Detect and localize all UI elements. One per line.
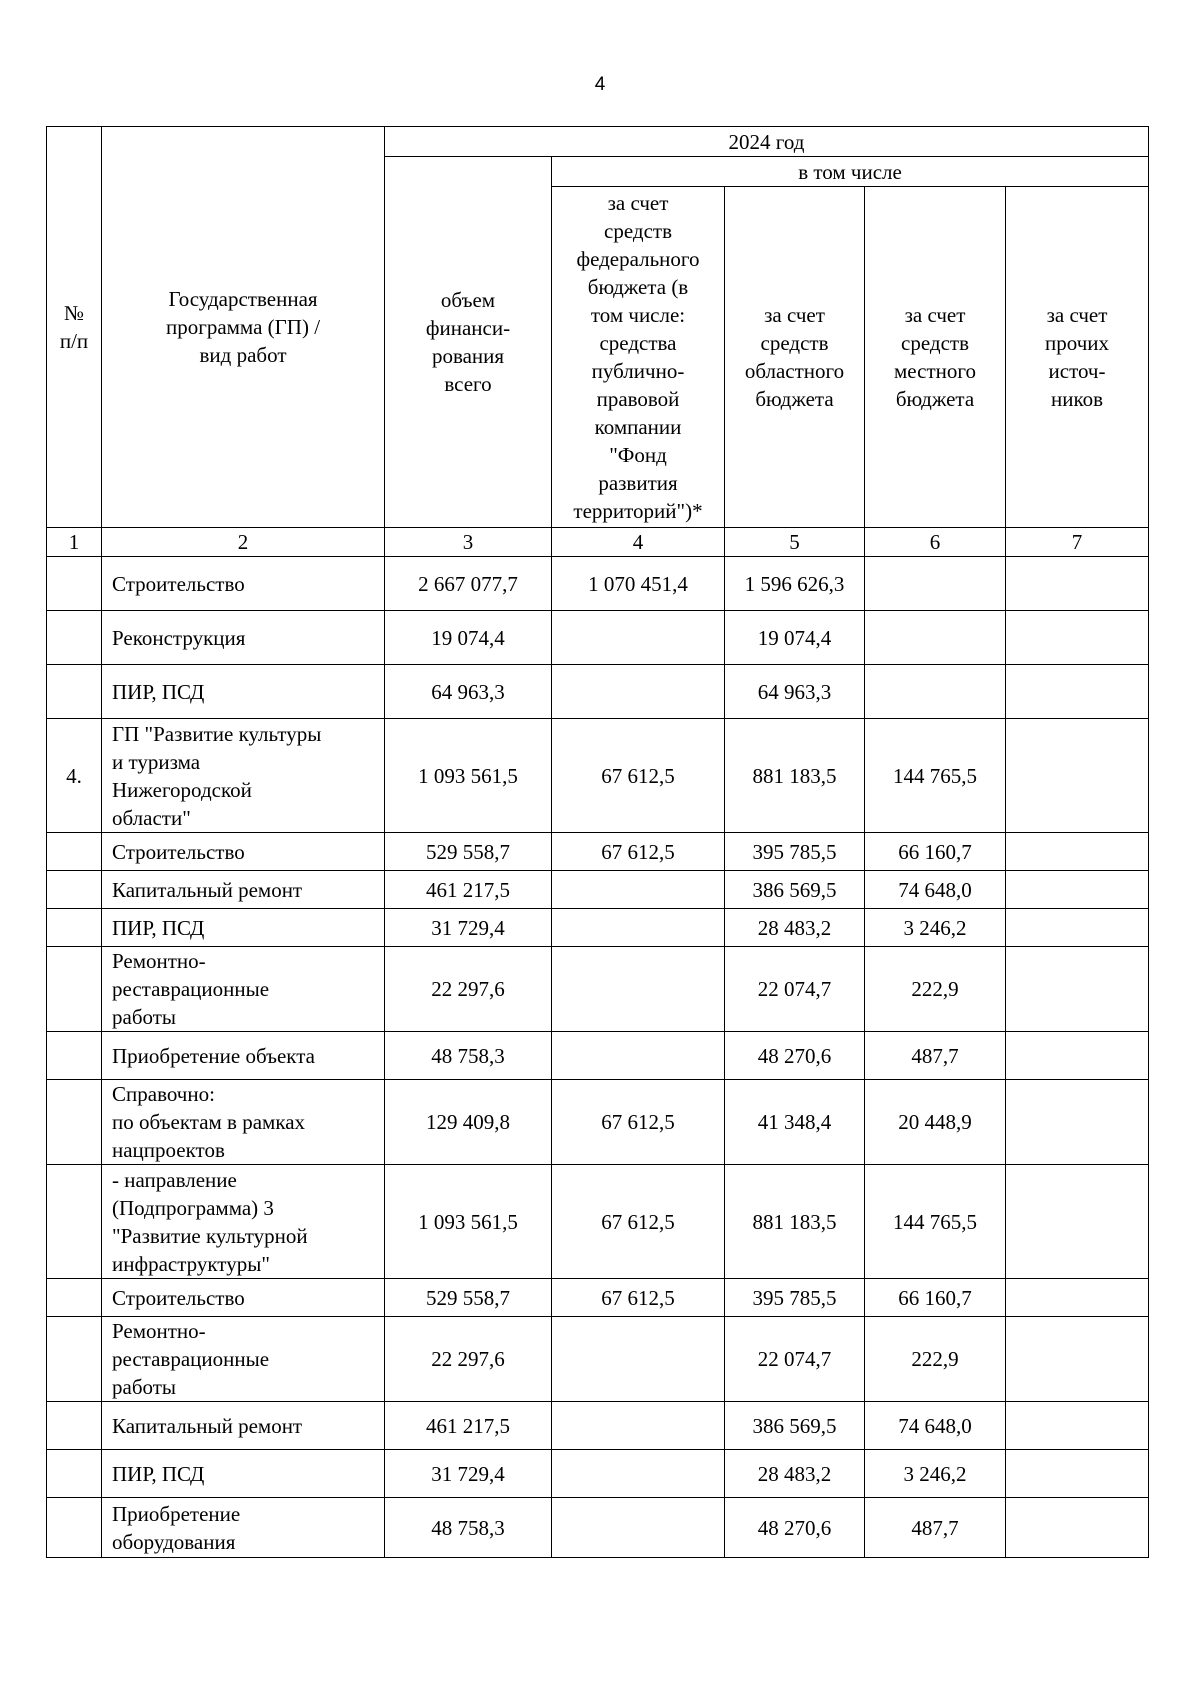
federal-amount [552, 1317, 725, 1402]
row-number [47, 909, 102, 947]
table-body [47, 557, 1149, 1558]
program-name: ПИР, ПСД [102, 1450, 385, 1498]
regional-amount: 64 963,3 [725, 665, 865, 719]
total-amount: 2 667 077,7 [385, 557, 552, 611]
local-amount: 487,7 [865, 1032, 1006, 1080]
table-row [47, 719, 1149, 833]
header-regional: за счет средств областного бюджета [725, 187, 865, 528]
row-number [47, 611, 102, 665]
local-amount: 222,9 [865, 1317, 1006, 1402]
total-amount: 529 558,7 [385, 833, 552, 871]
regional-amount: 48 270,6 [725, 1032, 865, 1080]
local-amount: 66 160,7 [865, 833, 1006, 871]
row-number [47, 1279, 102, 1317]
other-amount [1006, 1080, 1149, 1165]
total-amount: 461 217,5 [385, 1402, 552, 1450]
federal-amount: 67 612,5 [552, 1165, 725, 1279]
table-row [47, 1450, 1149, 1498]
local-amount: 66 160,7 [865, 1279, 1006, 1317]
financing-table [46, 126, 1149, 1558]
total-amount: 529 558,7 [385, 1279, 552, 1317]
federal-amount [552, 1402, 725, 1450]
other-amount [1006, 909, 1149, 947]
federal-amount: 67 612,5 [552, 1080, 725, 1165]
federal-amount [552, 1498, 725, 1558]
regional-amount: 881 183,5 [725, 1165, 865, 1279]
program-name: Приобретение объекта [102, 1032, 385, 1080]
total-amount: 461 217,5 [385, 871, 552, 909]
federal-amount [552, 871, 725, 909]
program-name: Строительство [102, 1279, 385, 1317]
row-number [47, 947, 102, 1032]
other-amount [1006, 1165, 1149, 1279]
federal-amount [552, 1450, 725, 1498]
federal-amount: 67 612,5 [552, 833, 725, 871]
row-number [47, 1498, 102, 1558]
program-name: Реконструкция [102, 611, 385, 665]
table-row [47, 1165, 1149, 1279]
header-other: за счет прочих источ- ников [1006, 187, 1149, 528]
other-amount [1006, 1279, 1149, 1317]
row-number [47, 1080, 102, 1165]
table-row [47, 947, 1149, 1032]
other-amount [1006, 557, 1149, 611]
local-amount: 3 246,2 [865, 909, 1006, 947]
program-name: Справочно: по объектам в рамках нацпроектов [102, 1080, 385, 1165]
total-amount: 22 297,6 [385, 947, 552, 1032]
header-federal: за счет средств федерального бюджета (в том числе: средства публично- правовой компании "Фонд развития территорий")* [552, 187, 725, 528]
total-amount: 31 729,4 [385, 1450, 552, 1498]
regional-amount: 386 569,5 [725, 871, 865, 909]
row-number [47, 557, 102, 611]
total-amount: 31 729,4 [385, 909, 552, 947]
column-number: 1 [47, 528, 102, 557]
total-amount: 1 093 561,5 [385, 719, 552, 833]
header-including: в том числе [552, 157, 1149, 187]
table-row [47, 1317, 1149, 1402]
other-amount [1006, 871, 1149, 909]
federal-amount [552, 611, 725, 665]
other-amount [1006, 611, 1149, 665]
total-amount: 129 409,8 [385, 1080, 552, 1165]
other-amount [1006, 833, 1149, 871]
total-amount: 19 074,4 [385, 611, 552, 665]
local-amount: 20 448,9 [865, 1080, 1006, 1165]
total-amount: 48 758,3 [385, 1032, 552, 1080]
row-number [47, 1032, 102, 1080]
regional-amount: 22 074,7 [725, 1317, 865, 1402]
header-row-number: № п/п [47, 127, 102, 528]
row-number [47, 833, 102, 871]
row-number [47, 1165, 102, 1279]
local-amount: 3 246,2 [865, 1450, 1006, 1498]
table-row [47, 611, 1149, 665]
other-amount [1006, 1317, 1149, 1402]
column-number: 3 [385, 528, 552, 557]
other-amount [1006, 665, 1149, 719]
column-number: 7 [1006, 528, 1149, 557]
federal-amount: 67 612,5 [552, 1279, 725, 1317]
local-amount [865, 611, 1006, 665]
column-number: 4 [552, 528, 725, 557]
program-name: ГП "Развитие культуры и туризма Нижегородской области" [102, 719, 385, 833]
row-number [47, 1402, 102, 1450]
row-number [47, 871, 102, 909]
regional-amount: 22 074,7 [725, 947, 865, 1032]
header-program: Государственная программа (ГП) / вид работ [102, 127, 385, 528]
local-amount: 74 648,0 [865, 1402, 1006, 1450]
table-row [47, 909, 1149, 947]
regional-amount: 881 183,5 [725, 719, 865, 833]
table-row [47, 557, 1149, 611]
regional-amount: 19 074,4 [725, 611, 865, 665]
other-amount [1006, 947, 1149, 1032]
program-name: ПИР, ПСД [102, 665, 385, 719]
federal-amount: 1 070 451,4 [552, 557, 725, 611]
program-name: Капитальный ремонт [102, 1402, 385, 1450]
regional-amount: 28 483,2 [725, 1450, 865, 1498]
total-amount: 64 963,3 [385, 665, 552, 719]
row-number [47, 1317, 102, 1402]
table-header [47, 127, 1149, 557]
local-amount: 222,9 [865, 947, 1006, 1032]
total-amount: 48 758,3 [385, 1498, 552, 1558]
program-name: Строительство [102, 557, 385, 611]
program-name: ПИР, ПСД [102, 909, 385, 947]
federal-amount [552, 665, 725, 719]
other-amount [1006, 1402, 1149, 1450]
local-amount: 487,7 [865, 1498, 1006, 1558]
program-name: Ремонтно- реставрационные работы [102, 947, 385, 1032]
federal-amount [552, 909, 725, 947]
header-total: объем финанси- рования всего [385, 157, 552, 528]
regional-amount: 48 270,6 [725, 1498, 865, 1558]
table-row [47, 1080, 1149, 1165]
regional-amount: 41 348,4 [725, 1080, 865, 1165]
program-name: Строительство [102, 833, 385, 871]
program-name: - направление (Подпрограмма) 3 "Развитие культурной инфраструктуры" [102, 1165, 385, 1279]
table-row [47, 665, 1149, 719]
row-number [47, 665, 102, 719]
page-number: 4 [594, 74, 606, 95]
row-number: 4. [47, 719, 102, 833]
federal-amount [552, 947, 725, 1032]
row-number [47, 1450, 102, 1498]
federal-amount: 67 612,5 [552, 719, 725, 833]
regional-amount: 386 569,5 [725, 1402, 865, 1450]
local-amount [865, 557, 1006, 611]
program-name: Приобретение оборудования [102, 1498, 385, 1558]
regional-amount: 1 596 626,3 [725, 557, 865, 611]
total-amount: 22 297,6 [385, 1317, 552, 1402]
column-number: 6 [865, 528, 1006, 557]
table-row [47, 1032, 1149, 1080]
program-name: Капитальный ремонт [102, 871, 385, 909]
other-amount [1006, 1032, 1149, 1080]
local-amount: 144 765,5 [865, 1165, 1006, 1279]
other-amount [1006, 719, 1149, 833]
column-numbers-row [47, 528, 1149, 557]
header-year: 2024 год [385, 127, 1149, 157]
federal-amount [552, 1032, 725, 1080]
column-number: 2 [102, 528, 385, 557]
table-row [47, 1402, 1149, 1450]
regional-amount: 395 785,5 [725, 833, 865, 871]
local-amount: 74 648,0 [865, 871, 1006, 909]
table-row [47, 871, 1149, 909]
local-amount: 144 765,5 [865, 719, 1006, 833]
local-amount [865, 665, 1006, 719]
column-number: 5 [725, 528, 865, 557]
header-local: за счет средств местного бюджета [865, 187, 1006, 528]
total-amount: 1 093 561,5 [385, 1165, 552, 1279]
regional-amount: 395 785,5 [725, 1279, 865, 1317]
other-amount [1006, 1450, 1149, 1498]
table-row [47, 833, 1149, 871]
regional-amount: 28 483,2 [725, 909, 865, 947]
program-name: Ремонтно- реставрационные работы [102, 1317, 385, 1402]
table-row [47, 1279, 1149, 1317]
other-amount [1006, 1498, 1149, 1558]
table-row [47, 1498, 1149, 1558]
